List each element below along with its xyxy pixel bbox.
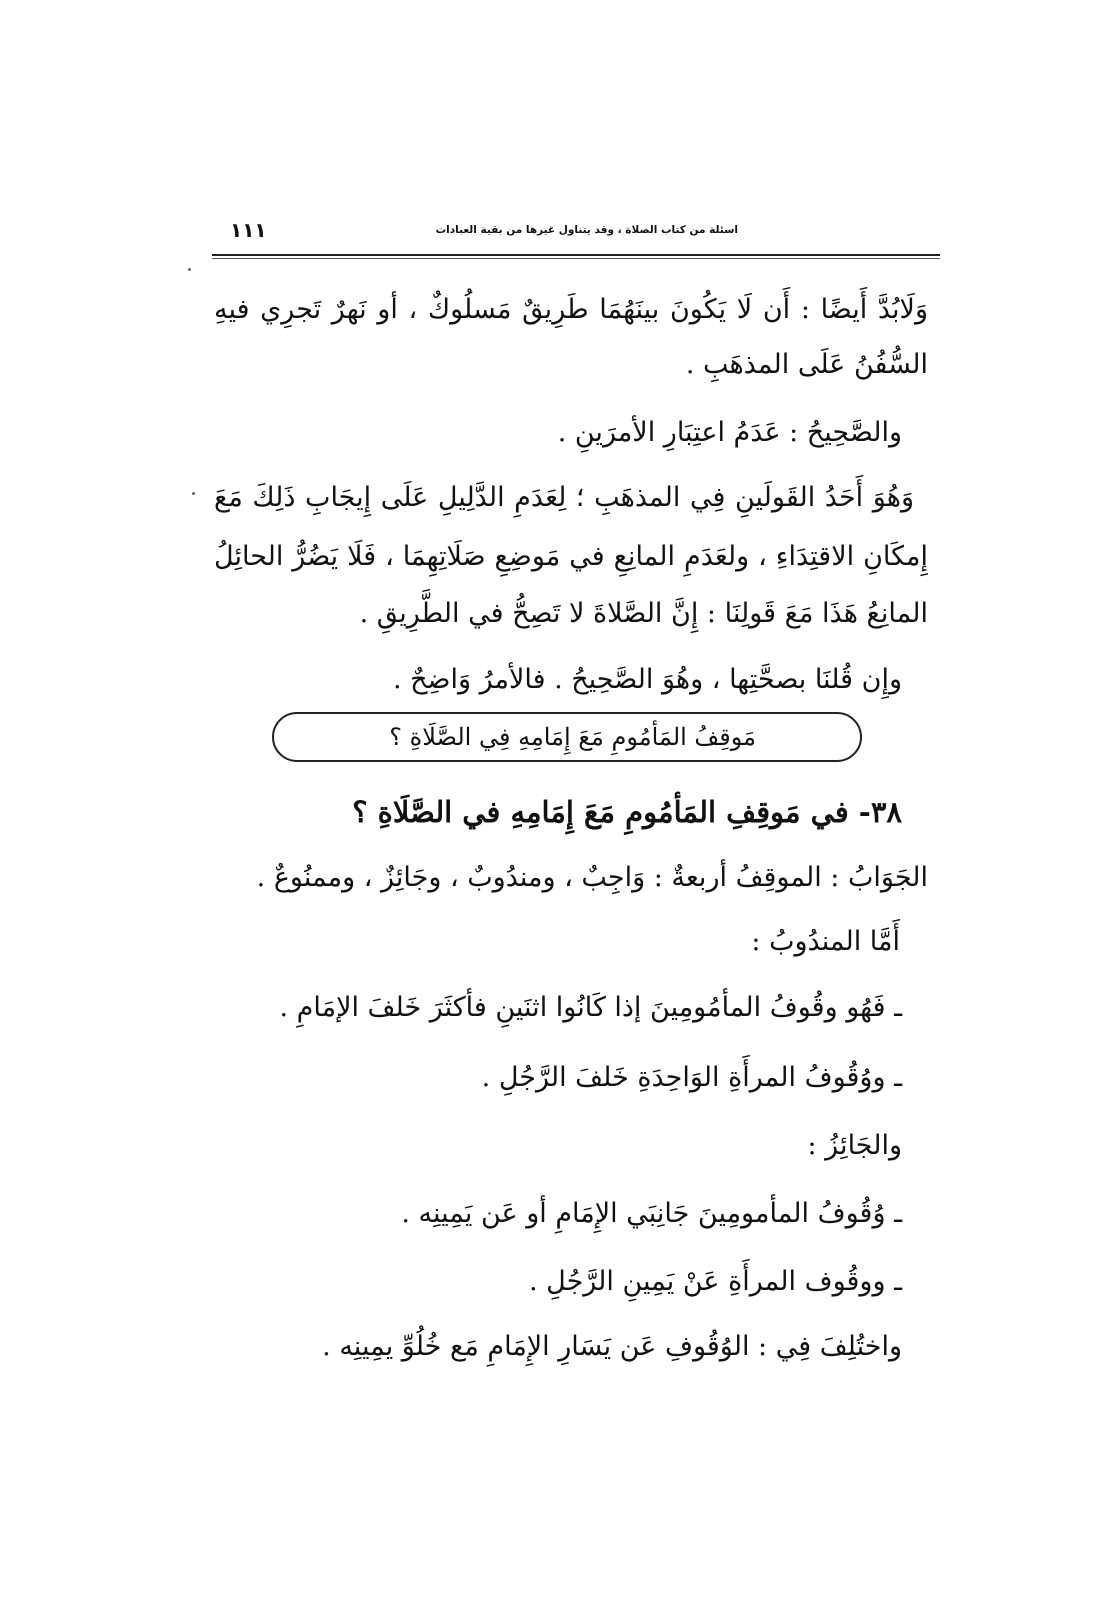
section-heading-box bbox=[272, 712, 862, 762]
scan-speck bbox=[192, 492, 195, 495]
paragraph-4: وإِن قُلنَا بصحَّتِها ، وهُوَ الصَّحِيحُ . فالأمرُ وَاضِحٌ . bbox=[392, 664, 902, 695]
section-heading: مَوقِفُ المَأمُومِ مَعَ إِمَامِهِ فِي الصَّلَاةِ ؟ bbox=[389, 723, 756, 751]
ikhtilaf-line: واختُلِفَ فِي : الوُقُوفِ عَن يَسَارِ الإِمَامِ مَع خُلُوِّ يمِينِه . bbox=[322, 1331, 902, 1362]
running-title: اسئلة من كتاب الصلاة ، وقد يتناول غيرها من بقية العبادات bbox=[435, 224, 738, 236]
mandub-item-1: ـ فَهُو وقُوفُ المأمُومِينَ إذا كَانُوا اثنَينِ فأكثَرَ خَلفَ الإمَامِ . bbox=[279, 992, 902, 1023]
jaiz-label: والجَائِزُ : bbox=[807, 1130, 902, 1161]
question-38: ٣٨- في مَوقِفِ المَأمُومِ مَعَ إِمَامِهِ في الصَّلَاةِ ؟ bbox=[352, 795, 902, 829]
mandub-item-2: ـ ووُقُوفُ المرأَةِ الوَاحِدَةِ خَلفَ الرَّجُلِ . bbox=[481, 1062, 902, 1093]
jaiz-item-2: ـ ووقُوف المرأَةِ عَنْ يَمِينِ الرَّجُلِ . bbox=[528, 1266, 902, 1297]
header-rule-thin bbox=[212, 258, 940, 259]
paragraph-3-line-3: المانِعُ هَذَا مَعَ قَولِنَا : إِنَّ الصَّلاةَ لا تَصِحُّ في الطَّرِيقِ . bbox=[359, 598, 928, 629]
paragraph-3-line-1: وَهُوَ أَحَدُ القَولَينِ فِي المذهَبِ ؛ لِعَدَمِ الدَّلِيلِ عَلَى إِيجَابِ ذَلِكَ مَعَ bbox=[214, 482, 914, 513]
mandub-label: أَمَّا المندُوبُ : bbox=[751, 926, 900, 957]
paragraph-2: والصَّحِيحُ : عَدَمُ اعتِبَارِ الأمرَينِ . bbox=[557, 417, 902, 448]
paragraph-1-line-1: وَلَابُدَّ أَيضًا : أَن لَا يَكُونَ بينَهُمَا طَرِيقٌ مَسلُوكٌ ، أو نَهرٌ تَجرِي فيهِ bbox=[214, 294, 928, 325]
paragraph-1-line-2: السُّفُنُ عَلَى المذهَبِ . bbox=[685, 349, 928, 380]
page-number: ١١١ bbox=[230, 218, 267, 242]
paragraph-3-line-2: إِمكَانِ الاقتِدَاءِ ، ولعَدَمِ المانِعِ في مَوضِعِ صَلَاتِهِمَا ، فَلَا يَضُرُّ الحائِلُ bbox=[214, 541, 928, 572]
header-rule bbox=[212, 254, 940, 256]
scan-speck bbox=[188, 268, 191, 271]
running-header bbox=[212, 218, 940, 250]
jaiz-item-1: ـ وُقُوفُ المأمومِينَ جَانِبَي الإِمَامِ أو عَن يَمِينِه . bbox=[401, 1198, 902, 1229]
answer-intro: الجَوَابُ : الموقِفُ أربعةٌ : وَاجِبٌ ، ومندُوبٌ ، وجَائِزٌ ، وممنُوعٌ . bbox=[256, 862, 928, 893]
